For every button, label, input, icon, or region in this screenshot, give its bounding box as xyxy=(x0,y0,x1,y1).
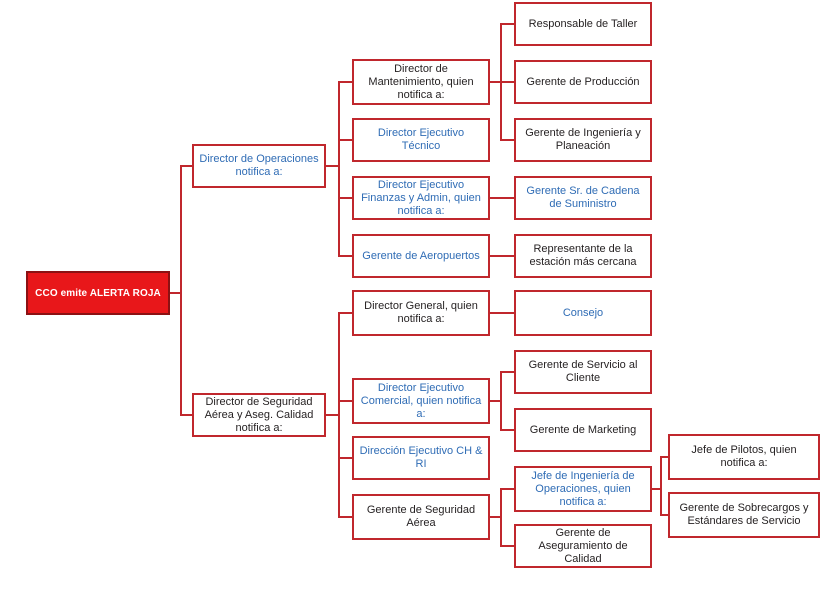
node-director-mantenimiento[interactable] xyxy=(352,59,490,105)
node-root-label: CCO emite ALERTA ROJA xyxy=(35,287,161,299)
node-director-operaciones[interactable] xyxy=(192,144,326,188)
node-label: Director de Mantenimiento, quien notifica a: xyxy=(368,62,474,101)
node-root[interactable] xyxy=(26,271,170,315)
node-director-general[interactable] xyxy=(352,290,490,336)
node-director-seguridad-aerea[interactable] xyxy=(192,393,326,437)
node-label: Gerente de Marketing xyxy=(529,423,637,436)
node-label: Gerente de Ingeniería y Planeación xyxy=(525,127,641,152)
node-gerente-marketing[interactable] xyxy=(514,408,652,452)
node-gerente-sobrecargos[interactable] xyxy=(668,492,820,538)
node-label: Gerente de Seguridad Aérea xyxy=(366,504,476,529)
node-gerente-servicio-cliente[interactable] xyxy=(514,350,652,394)
node-label: Director Ejecutivo Técnico xyxy=(377,127,465,152)
node-label: Director Ejecutivo Finanzas y Admin, quien notifica a: xyxy=(361,178,481,217)
node-label: Gerente de Sobrecargos y Estándares de Servicio xyxy=(679,502,809,527)
node-gerente-produccion[interactable] xyxy=(514,60,652,104)
node-label: Jefe de Ingeniería de Operaciones, quien notifica a: xyxy=(531,469,635,508)
node-label: Director de Operaciones notifica a: xyxy=(199,153,319,178)
node-label: Gerente de Aeropuertos xyxy=(362,249,480,262)
node-jefe-ingenieria-operaciones[interactable] xyxy=(514,466,652,512)
node-gerente-seguridad-aerea[interactable] xyxy=(352,494,490,540)
node-label: Director General, quien notifica a: xyxy=(364,300,478,325)
node-label: Gerente de Servicio al Cliente xyxy=(528,359,638,384)
node-label: Director de Seguridad Aérea y Aseg. Calidad notifica a: xyxy=(204,395,314,434)
node-direccion-ejecutivo-ch-ri[interactable] xyxy=(352,436,490,480)
node-director-ejecutivo-finanzas[interactable] xyxy=(352,176,490,220)
node-gerente-cadena-suministro[interactable] xyxy=(514,176,652,220)
node-responsable-taller[interactable] xyxy=(514,2,652,46)
node-label: Gerente de Aseguramiento de Calidad xyxy=(538,526,628,565)
node-director-ejecutivo-tecnico[interactable] xyxy=(352,118,490,162)
node-label: Representante de la estación más cercana xyxy=(529,243,637,268)
node-label: Gerente Sr. de Cadena de Suministro xyxy=(526,185,640,210)
node-jefe-pilotos[interactable] xyxy=(668,434,820,480)
node-gerente-aeropuertos[interactable] xyxy=(352,234,490,278)
node-director-ejecutivo-comercial[interactable] xyxy=(352,378,490,424)
node-label: Responsable de Taller xyxy=(528,17,638,30)
node-label: Jefe de Pilotos, quien notifica a: xyxy=(691,444,797,469)
node-label: Director Ejecutivo Comercial, quien notifica a: xyxy=(360,381,482,420)
node-representante-estacion[interactable] xyxy=(514,234,652,278)
node-consejo[interactable] xyxy=(514,290,652,336)
node-label: Consejo xyxy=(562,306,604,319)
node-label: Gerente de Producción xyxy=(526,75,640,88)
node-gerente-aseguramiento-calidad[interactable] xyxy=(514,524,652,568)
node-label: Dirección Ejecutivo CH & RI xyxy=(359,445,483,470)
node-gerente-ingenieria-planeacion[interactable] xyxy=(514,118,652,162)
